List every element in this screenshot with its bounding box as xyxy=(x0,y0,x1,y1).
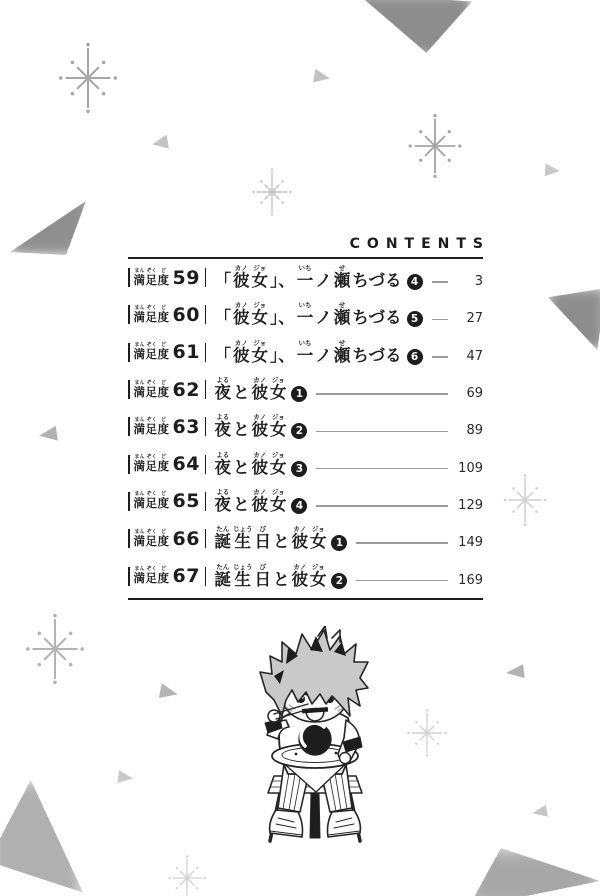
blurred-triangle-icon xyxy=(352,0,472,56)
divider-bar xyxy=(205,492,207,511)
divider-bar xyxy=(205,455,207,474)
chapter-word: 満まん足ぞく度ど xyxy=(133,379,170,399)
chapter-number: 61 xyxy=(172,341,200,364)
chapter-label xyxy=(128,341,206,363)
divider-bar xyxy=(128,268,130,287)
page-number: 149 xyxy=(458,535,483,551)
chapter-label xyxy=(128,565,206,587)
sparkle-icon xyxy=(404,115,466,177)
divider-bar xyxy=(128,380,130,399)
divider-bar xyxy=(128,567,130,586)
toc-row xyxy=(128,296,483,333)
toc-row xyxy=(128,445,483,482)
chapter-title: 「 彼カノ 女ジョ 」、 一いち ノ 瀬せ ちづる 5 xyxy=(213,301,422,328)
blurred-triangle-icon xyxy=(0,780,83,896)
leader-line xyxy=(356,542,448,544)
page-number: 47 xyxy=(466,348,483,364)
chapter-title: 「 彼カノ 女ジョ 」、 一いち ノ 瀬せ ちづる 4 xyxy=(213,264,422,291)
episode-badge: 6 xyxy=(407,349,423,365)
leader-line xyxy=(356,580,448,582)
divider-bar xyxy=(128,529,130,548)
chapter-label xyxy=(128,416,206,438)
triangle-icon xyxy=(159,683,180,701)
chapter-title: 誕たん 生じょう 日び と 彼カノ 女ジョ 2 xyxy=(213,563,347,590)
page-number: 169 xyxy=(458,572,483,588)
toc-row xyxy=(128,334,483,371)
page-number: 3 xyxy=(474,274,483,290)
leader-line xyxy=(316,505,448,507)
chapter-title: 夜よる と 彼カノ 女ジョ 1 xyxy=(213,376,307,403)
divider-bar xyxy=(128,305,130,324)
chapter-word: 満まん足ぞく度ど xyxy=(133,491,170,511)
page-number: 109 xyxy=(458,460,483,476)
episode-badge: 4 xyxy=(407,274,423,290)
divider-bar xyxy=(205,567,207,586)
chapter-label xyxy=(128,453,206,475)
toc-row xyxy=(128,259,483,296)
episode-badge: 1 xyxy=(331,535,347,551)
divider-bar xyxy=(205,380,207,399)
blurred-triangle-icon xyxy=(468,848,600,896)
episode-badge: 2 xyxy=(291,423,307,439)
chapter-word: 満まん足ぞく度ど xyxy=(133,304,170,324)
leader-line xyxy=(316,431,448,433)
blurred-triangle-icon xyxy=(548,288,600,350)
page-number: 69 xyxy=(466,386,483,402)
chapter-number: 65 xyxy=(172,490,200,513)
divider-bar xyxy=(205,268,207,287)
chapter-word: 満まん足ぞく度ど xyxy=(133,528,170,548)
episode-badge: 1 xyxy=(291,386,307,402)
toc-row xyxy=(128,408,483,445)
chapter-word: 満まん足ぞく度ど xyxy=(133,566,170,586)
toc-row xyxy=(128,483,483,520)
chapter-word: 満まん足ぞく度ど xyxy=(133,342,170,362)
toc-row xyxy=(128,371,483,408)
leader-line xyxy=(316,468,448,470)
toc-row xyxy=(128,520,483,557)
chapter-label xyxy=(128,267,206,289)
chapter-number: 59 xyxy=(172,266,200,289)
toc-rows xyxy=(128,259,483,595)
contents-title: CONTENTS xyxy=(349,236,490,252)
episode-badge: 3 xyxy=(291,461,307,477)
sparkle-icon xyxy=(165,856,209,896)
triangle-icon xyxy=(531,805,548,819)
sparkle-icon xyxy=(249,169,295,215)
toc xyxy=(128,236,490,600)
chapter-title: 夜よる と 彼カノ 女ジョ 3 xyxy=(213,451,307,478)
divider-bar xyxy=(128,492,130,511)
chapter-number: 66 xyxy=(172,527,200,550)
chapter-title: 「 彼カノ 女ジョ 」、 一いち ノ 瀬せ ちづる 6 xyxy=(213,339,422,366)
chapter-word: 満まん足ぞく度ど xyxy=(133,267,170,287)
chapter-word: 満まん足ぞく度ど xyxy=(133,416,170,436)
sparkle-icon xyxy=(21,615,89,683)
divider-bar xyxy=(205,343,207,362)
page-number: 89 xyxy=(466,423,483,439)
chapter-title: 誕たん 生じょう 日び と 彼カノ 女ジョ 1 xyxy=(213,525,347,552)
episode-badge: 5 xyxy=(407,311,423,327)
divider-bar xyxy=(128,417,130,436)
triangle-icon xyxy=(313,69,331,86)
triangle-icon xyxy=(38,426,58,443)
sparkle-icon xyxy=(404,710,450,756)
divider-bar xyxy=(205,529,207,548)
chibi-boy-eating-illustration xyxy=(228,626,402,856)
chapter-number: 62 xyxy=(172,378,200,401)
chapter-title: 夜よる と 彼カノ 女ジョ 2 xyxy=(213,413,307,440)
divider-bar xyxy=(205,417,207,436)
toc-row xyxy=(128,557,483,594)
page-number: 27 xyxy=(466,311,483,327)
chapter-label xyxy=(128,379,206,401)
triangle-icon xyxy=(505,664,524,680)
chapter-label xyxy=(128,490,206,512)
divider-bar xyxy=(128,343,130,362)
footer-rule xyxy=(128,598,483,600)
triangle-icon xyxy=(117,770,134,785)
leader-line xyxy=(316,393,448,395)
blurred-triangle-icon xyxy=(10,195,90,255)
sparkle-icon xyxy=(54,44,122,112)
chapter-label xyxy=(128,528,206,550)
divider-bar xyxy=(205,305,207,324)
chapter-word: 満まん足ぞく度ど xyxy=(133,454,170,474)
leader-line xyxy=(432,319,448,321)
page-number: 129 xyxy=(458,497,483,513)
triangle-icon xyxy=(544,163,560,177)
chapter-number: 64 xyxy=(172,453,200,476)
triangle-icon xyxy=(151,135,169,152)
chapter-title: 夜よる と 彼カノ 女ジョ 4 xyxy=(213,488,307,515)
chapter-number: 67 xyxy=(172,565,200,588)
leader-line xyxy=(432,281,448,283)
chapter-number: 60 xyxy=(172,303,200,326)
chapter-number: 63 xyxy=(172,415,200,438)
chapter-label xyxy=(128,304,206,326)
divider-bar xyxy=(128,455,130,474)
episode-badge: 4 xyxy=(291,498,307,514)
leader-line xyxy=(432,356,448,358)
episode-badge: 2 xyxy=(331,573,347,589)
sparkle-icon xyxy=(500,475,550,525)
